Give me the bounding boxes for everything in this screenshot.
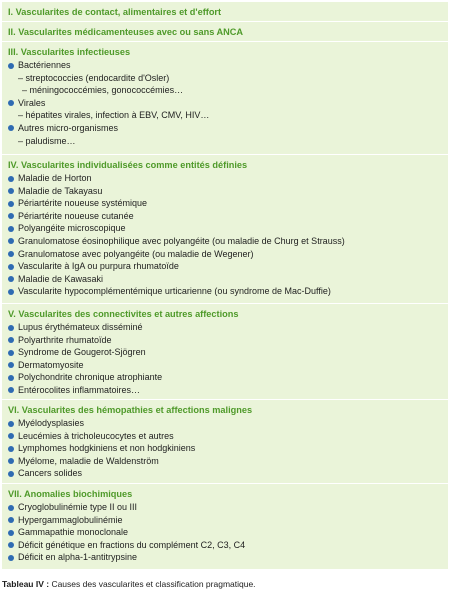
item-label: Périartérite noueuse cutanée <box>18 210 134 221</box>
section-title: II. Vascularites médicamenteuses avec ou sans ANCA <box>8 27 244 37</box>
bullet-icon <box>8 542 14 548</box>
bullet-icon <box>8 201 14 207</box>
item-label: Déficit génétique en fractions du complément C2, C3, C4 <box>18 539 246 550</box>
bullet-icon <box>8 276 14 282</box>
list-item <box>8 526 442 539</box>
section-entites-definies <box>2 155 448 304</box>
list-item <box>8 235 442 248</box>
item-label: Leucémies à tricholeucocytes et autres <box>18 430 174 441</box>
bullet-icon <box>8 350 14 356</box>
bullet-icon <box>8 264 14 270</box>
section-title: I. Vascularites de contact, alimentaires et d'effort <box>8 7 222 17</box>
item-label: Maladie de Takayasu <box>18 185 103 196</box>
sub-item: – méningococcémies, gonococcémies… <box>22 85 184 96</box>
list-item <box>8 59 442 72</box>
item-label: Gammapathie monoclonale <box>18 527 129 538</box>
list-item <box>8 260 442 273</box>
list-item <box>8 248 442 261</box>
item-label: Syndrome de Gougerot-Sjögren <box>18 347 146 358</box>
bullet-icon <box>8 63 14 69</box>
list-item <box>8 514 442 527</box>
bullet-icon <box>8 188 14 194</box>
bullet-icon <box>8 555 14 561</box>
list-item <box>8 371 442 384</box>
bullet-icon <box>8 125 14 131</box>
list-item <box>8 185 442 198</box>
section-connectivites <box>2 304 448 400</box>
item-label: Maladie de Kawasaki <box>18 273 104 284</box>
section-infectieuses <box>2 42 448 155</box>
item-label: Lymphomes hodgkiniens et non hodgkiniens <box>18 443 196 454</box>
sub-item: – hépatites virales, infection à EBV, CMV, HIV… <box>18 110 210 121</box>
list-item <box>8 442 442 455</box>
item-label: Bactériennes <box>18 60 71 70</box>
caption-text: Causes des vascularites et classification pragmatique. <box>49 579 256 589</box>
bullet-icon <box>8 387 14 393</box>
list-item <box>8 97 442 110</box>
item-label: Granulomatose éosinophilique avec polyangéite (ou maladie de Churg et Strauss) <box>18 235 345 246</box>
list-item <box>8 122 442 135</box>
item-label: Dermatomyosite <box>18 359 84 370</box>
item-label: Polyangéite microscopique <box>18 223 126 234</box>
bullet-icon <box>8 421 14 427</box>
bullet-icon <box>8 213 14 219</box>
sub-item: – streptococcies (endocardite d'Osler) <box>18 72 170 83</box>
list-item <box>8 384 442 397</box>
item-label: Périartérite noueuse systémique <box>18 198 148 209</box>
list-item <box>8 285 442 298</box>
bullet-icon <box>8 517 14 523</box>
list-item <box>8 455 442 468</box>
table-caption <box>2 578 256 590</box>
bullet-icon <box>8 251 14 257</box>
item-label: Vascularite hypocomplémentémique urticarienne (ou syndrome de Mac-Duffie) <box>18 286 331 297</box>
section-title: IV. Vascularites individualisées comme entités définies <box>8 160 248 170</box>
list-item <box>8 197 442 210</box>
list-item <box>8 273 442 286</box>
item-label: Polyarthrite rhumatoïde <box>18 334 112 345</box>
list-item <box>8 501 442 514</box>
sub-item: – paludisme… <box>18 135 76 146</box>
list-item <box>8 467 442 480</box>
bullet-icon <box>8 289 14 295</box>
bullet-icon <box>8 471 14 477</box>
bullet-icon <box>8 226 14 232</box>
item-label: Entérocolites inflammatoires… <box>18 384 141 395</box>
bullet-icon <box>8 433 14 439</box>
section-title: VI. Vascularites des hémopathies et affections malignes <box>8 405 253 415</box>
list-item <box>8 417 442 430</box>
bullet-icon <box>8 446 14 452</box>
list-item <box>8 334 442 347</box>
bullet-icon <box>8 362 14 368</box>
list-item <box>8 222 442 235</box>
section-medicamenteuses <box>2 22 448 42</box>
item-label: Polychondrite chronique atrophiante <box>18 372 163 383</box>
section-title: III. Vascularites infectieuses <box>8 47 131 57</box>
list-item <box>8 430 442 443</box>
list-item <box>8 359 442 372</box>
bullet-icon <box>8 458 14 464</box>
item-label: Hypergammaglobulinémie <box>18 514 123 525</box>
section-biochimiques <box>2 484 448 570</box>
item-label: Déficit en alpha-1-antitrypsine <box>18 552 138 563</box>
item-label: Cancers solides <box>18 468 83 479</box>
classification-table <box>2 2 448 570</box>
section-hemopathies <box>2 400 448 484</box>
item-label: Maladie de Horton <box>18 173 92 183</box>
item-label: Cryoglobulinémie type II ou III <box>18 502 138 512</box>
list-item <box>8 321 442 334</box>
list-item <box>8 172 442 185</box>
item-label: Autres micro-organismes <box>18 122 119 133</box>
item-label: Myélodysplasies <box>18 418 85 428</box>
list-item <box>8 551 442 564</box>
item-label: Lupus érythémateux disséminé <box>18 322 143 332</box>
bullet-icon <box>8 176 14 182</box>
caption-label: Tableau IV : <box>2 579 50 589</box>
bullet-icon <box>8 375 14 381</box>
item-label: Myélome, maladie de Waldenström <box>18 455 159 466</box>
list-item <box>8 346 442 359</box>
list-item <box>8 539 442 552</box>
section-title: V. Vascularites des connectivites et autres affections <box>8 309 239 319</box>
item-label: Vascularite à IgA ou purpura rhumatoïde <box>18 261 179 272</box>
section-title: VII. Anomalies biochimiques <box>8 489 133 499</box>
bullet-icon <box>8 325 14 331</box>
bullet-icon <box>8 337 14 343</box>
bullet-icon <box>8 100 14 106</box>
section-contact <box>2 2 448 22</box>
list-item <box>8 210 442 223</box>
item-label: Virales <box>18 97 46 108</box>
bullet-icon <box>8 530 14 536</box>
bullet-icon <box>8 505 14 511</box>
item-label: Granulomatose avec polyangéite (ou maladie de Wegener) <box>18 248 254 259</box>
bullet-icon <box>8 238 14 244</box>
